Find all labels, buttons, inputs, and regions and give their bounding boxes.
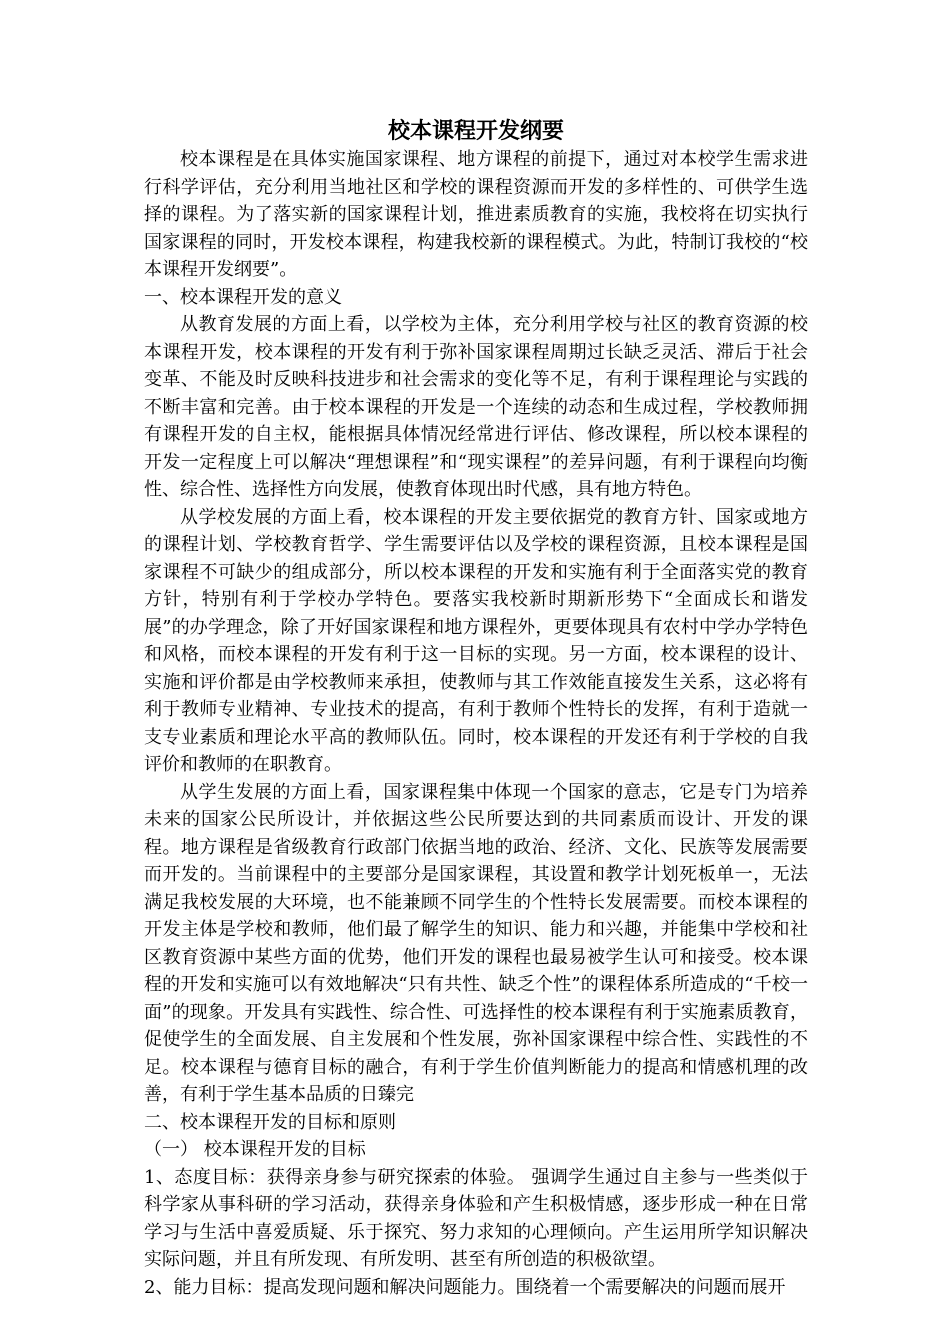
- document-title: 校本课程开发纲要: [387, 119, 564, 144]
- section-1-paragraph-3: 从学生发展的方面上看，国家课程集中体现一个国家的意志，它是专门为培养未来的国家公民所设计，并依据这些公民所要达到的共同素质而设计、开发的课程。地方课程是省级教育行政部门依据当地的政治、经济、文化、民族等发展需要而开发的。当前课程中的主要部分是国家课程，其设置和教学计划死板单一，无法满足我校发展的大环境，也不能兼顾不同学生的个性特长发展需要。而校本课程的开发主体是学校和教师，他们最了解学生的知识、能力和兴趣，并能集中学校和社区教育资源中某些方面的优势，他们开发的课程也最易被学生认可和接受。校本课程的开发和实施可以有效地解决“只有共性、缺乏个性”的课程体系所造成的“千校一面”的现象。开发具有实践性、综合性、可选择性的校本课程有利于实施素质教育，促使学生的全面发展、自主发展和个性发展，弥补国家课程中综合性、实践性的不足。校本课程与德育目标的融合，有利于学生价值判断能力的提高和情感机理的改善，有利于学生基本品质的日臻完: [144, 781, 808, 1105]
- section-2-subheading-1: （一） 校本课程开发的目标: [144, 1139, 366, 1160]
- section-1-paragraph-2: 从学校发展的方面上看，校本课程的开发主要依据党的教育方针、国家或地方的课程计划、学校教育哲学、学生需要评估以及学校的课程资源，且校本课程是国家课程不可缺少的组成部分，所以校本课程的开发和实施有利于全面落实党的教育方针，特别有利于学校办学特色。要落实我校新时期新形势下“全面成长和谐发展”的办学理念，除了开好国家课程和地方课程外，更要体现具有农村中学办学特色和风格，而校本课程的开发有利于这一目标的实现。另一方面，校本课程的设计、实施和评价都是由学校教师来承担，使教师与其工作效能直接发生关系，这必将有利于教师专业精神、专业技术的提高，有利于教师个性特长的发挥，有利于造就一支专业素质和理论水平高的教师队伍。同时，校本课程的开发还有利于学校的自我评价和教师的在职教育。: [144, 506, 808, 775]
- section-1-paragraph-1: 从教育发展的方面上看，以学校为主体，充分利用学校与社区的教育资源的校本课程开发，校本课程的开发有利于弥补国家课程周期过长缺乏灵活、滞后于社会变革、不能及时反映科技进步和社会需求的变化等不足，有利于课程理论与实践的不断丰富和完善。由于校本课程的开发是一个连续的动态和生成过程，学校教师拥有课程开发的自主权，能根据具体情况经常进行评估、修改课程，所以校本课程的开发一定程度上可以解决“理想课程”和“现实课程”的差异问题，有利于课程向均衡性、综合性、选择性方向发展，使教育体现出时代感，具有地方特色。: [144, 314, 808, 500]
- intro-paragraph: 校本课程是在具体实施国家课程、地方课程的前提下，通过对本校学生需求进行科学评估，充分利用当地社区和学校的课程资源而开发的多样性的、可供学生选择的课程。为了落实新的国家课程计划，推进素质教育的实施，我校将在切实执行国家课程的同时，开发校本课程，构建我校新的课程模式。为此，特制订我校的“校本课程开发纲要”。: [144, 149, 808, 280]
- section-2-heading: 二、校本课程开发的目标和原则: [144, 1111, 396, 1133]
- document-page: [144, 118, 808, 1301]
- section-1-heading: 一、校本课程开发的意义: [144, 286, 342, 308]
- goal-2-paragraph: 2、能力目标：提高发现问题和解决问题能力。围绕着一个需要解决的问题而展开: [144, 1276, 786, 1298]
- goal-1-paragraph: 1、态度目标：获得亲身参与研究探索的体验。 强调学生通过自主参与一些类似于科学家从事科研的学习活动，获得亲身体验和产生积极情感，逐步形成一种在日常学习与生活中喜爱质疑、乐于探究、努力求知的心理倾向。产生运用所学知识解决实际问题，并且有所发现、有所发明、甚至有所创造的积极欲望。: [144, 1166, 808, 1270]
